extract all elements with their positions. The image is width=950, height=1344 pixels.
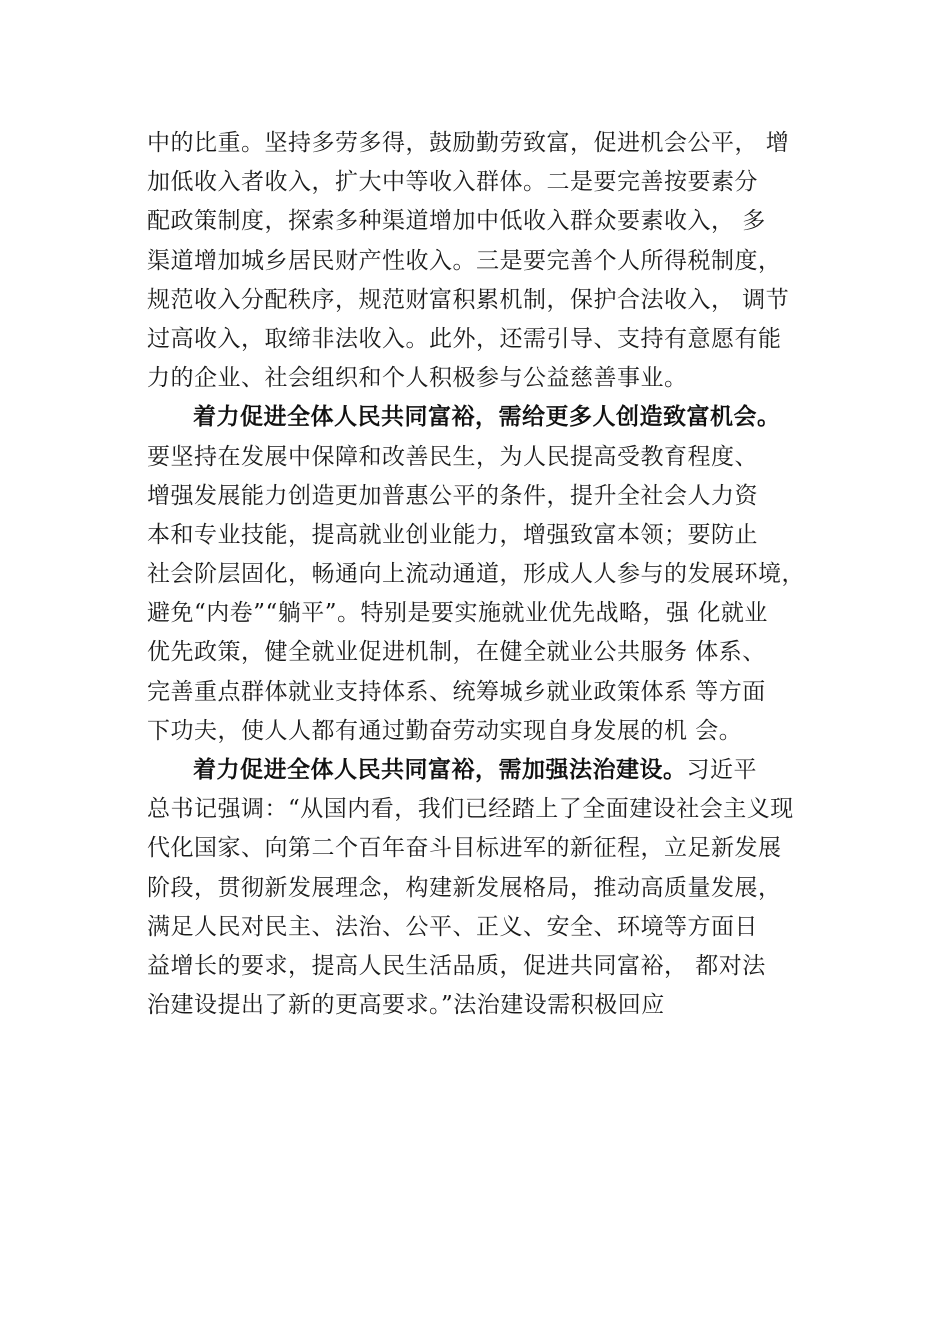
paragraph-3-line-6: 治建设提出了新的更高要求。”法治建设需积极回应 bbox=[147, 992, 665, 1019]
paragraph-3-heading-line bbox=[147, 751, 847, 790]
paragraph-2-line-5: 避免“内卷”“躺平”。特别是要实施就业优先战略，强 化就业 bbox=[147, 600, 768, 627]
paragraph-1-line-6: 过高收入，取缔非法收入。此外，还需引导、支持有意愿有能 bbox=[147, 325, 782, 352]
paragraph-2-line-2: 增强发展能力创造更加普惠公平的条件，提升全社会人力资 bbox=[147, 482, 758, 509]
paragraph-1-line-3: 配政策制度，探索多种渠道增加中低收入群众要素收入， 多 bbox=[147, 208, 766, 235]
paragraph-2-line-6: 优先政策，健全就业促进机制，在健全就业公共服务 体系、 bbox=[147, 639, 766, 666]
paragraph-3-line-4: 满足人民对民主、法治、公平、正义、安全、环境等方面日 bbox=[147, 913, 758, 940]
paragraph-3-line-3: 阶段，贯彻新发展理念，构建新发展格局，推动高质量发展， bbox=[147, 874, 782, 901]
body-text bbox=[147, 124, 847, 1025]
paragraph-1-line-4: 渠道增加城乡居民财产性收入。三是要完善个人所得税制度， bbox=[147, 247, 782, 274]
paragraph-3-line-2: 代化国家、向第二个百年奋斗目标进军的新征程，立足新发展 bbox=[147, 835, 782, 862]
paragraph-2-line-4: 社会阶层固化，畅通向上流动通道，形成人人参与的发展环境， bbox=[147, 561, 805, 588]
paragraph-1-line-7: 力的企业、社会组织和个人积极参与公益慈善事业。 bbox=[147, 365, 688, 392]
paragraph-1-line-1: 中的比重。坚持多劳多得，鼓励勤劳致富，促进机会公平， 增 bbox=[147, 130, 790, 156]
paragraph-2-line-1: 要坚持在发展中保障和改善民生，为人民提高受教育程度、 bbox=[147, 443, 758, 470]
paragraph-2-line-7: 完善重点群体就业支持体系、统筹城乡就业政策体系 等方面 bbox=[147, 678, 766, 705]
paragraph-2-line-8: 下功夫，使人人都有通过勤奋劳动实现自身发展的机 会。 bbox=[147, 717, 743, 744]
paragraph-1-line-2: 加低收入者收入，扩大中等收入群体。二是要完善按要素分 bbox=[147, 169, 758, 196]
paragraph-1-line-5: 规范收入分配秩序，规范财富积累机制，保护合法收入， 调节 bbox=[147, 286, 790, 313]
paragraph-3-heading-tail: 习近平 bbox=[686, 757, 757, 783]
paragraph-3-line-1: 总书记强调：“从国内看，我们已经踏上了全面建设社会主义现 bbox=[147, 796, 794, 823]
paragraph-3-line-5: 益增长的要求，提高人民生活品质，促进共同富裕， 都对法 bbox=[147, 952, 766, 979]
paragraph-2-line-3: 本和专业技能，提高就业创业能力，增强致富本领；要防止 bbox=[147, 521, 758, 548]
paragraph-3-heading: 着力促进全体人民共同富裕，需加强法治建设。 bbox=[193, 757, 687, 783]
paragraph-2-heading: 着力促进全体人民共同富裕，需给更多人创造致富机会。 bbox=[193, 404, 781, 431]
